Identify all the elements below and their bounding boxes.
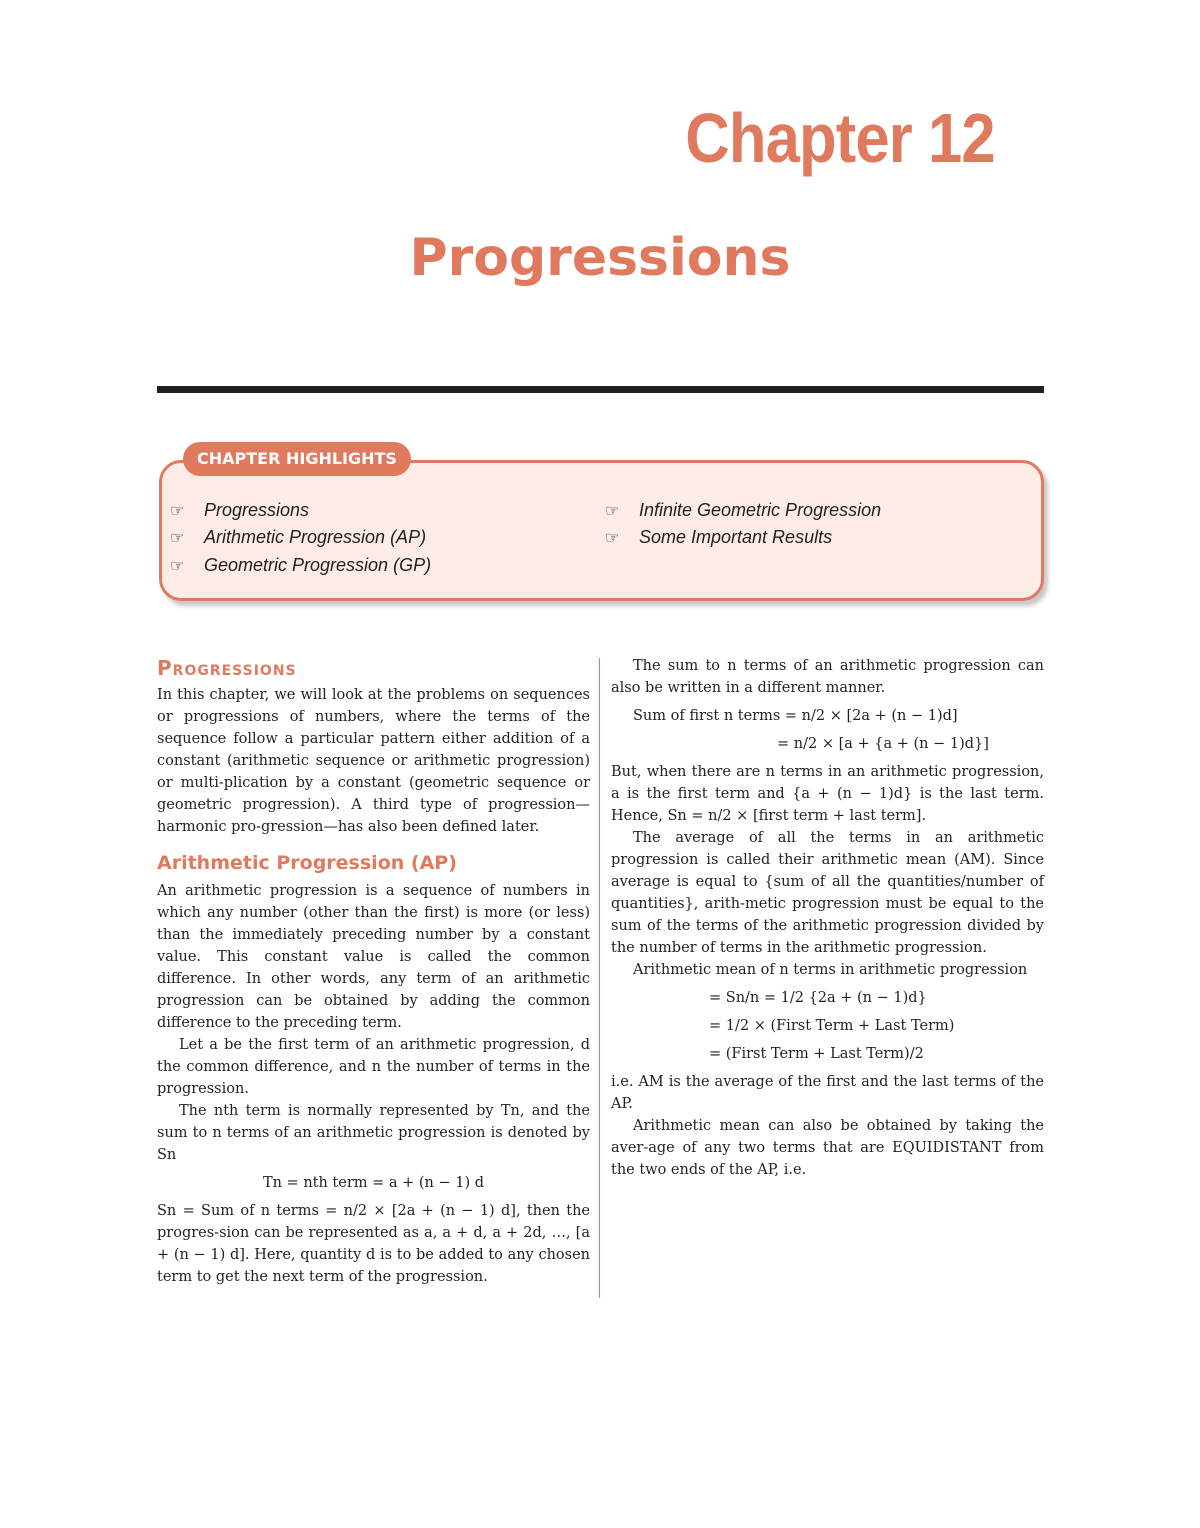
title-rule xyxy=(157,386,1044,393)
chapter-highlights-label: CHAPTER HIGHLIGHTS xyxy=(183,442,411,476)
am-definition-paragraph: The average of all the terms in an arithmetic progression is called their arithmetic mean (AM). Since average is equal to {sum of all the quantities/number of quantities}, arith-metic progression must be equal to the sum of the terms of the arithmetic progression divided by the number of terms in the arithmetic progression. xyxy=(611,830,1044,956)
am-formula-2: = 1/2 × (First Term + Last Term) xyxy=(709,1018,955,1034)
am-formula-3: = (First Term + Last Term)/2 xyxy=(709,1046,924,1062)
highlight-item xyxy=(170,555,431,576)
highlight-item xyxy=(170,500,309,521)
sum-first-n-formula-alt: = n/2 × [a + {a + (n − 1)d}] xyxy=(777,736,989,752)
sum-first-n-formula: Sum of first n terms = n/2 × [2a + (n − 1)d] xyxy=(633,708,958,724)
chapter-title: Progressions xyxy=(409,228,791,288)
right-column xyxy=(611,655,1044,1181)
chapter-number: Chapter 12 xyxy=(685,99,995,177)
pointing-hand-icon: ☞ xyxy=(170,503,185,520)
highlight-text: Geometric Progression (GP) xyxy=(204,555,432,575)
highlight-text: Arithmetic Progression (AP) xyxy=(204,527,427,547)
highlight-text: Some Important Results xyxy=(639,527,833,547)
am-formula-1: = Sn/n = 1/2 {2a + (n − 1)d} xyxy=(709,990,927,1006)
section-heading: Progressions xyxy=(157,656,297,680)
intro-paragraph: In this chapter, we will look at the problems on sequences or progressions of numbers, where the terms of the sequence follow a particular pattern either addition of a constant (arithmetic sequence or arithmetic progression) or multi-plication by a constant (geometric sequence or geometric progression). A third type of progression—harmonic pro-gression—has also been defined later. xyxy=(157,687,590,835)
equidistant-paragraph: Arithmetic mean can also be obtained by taking the aver-age of any two terms that are EQUIDISTANT from the two ends of the AP, i.e. xyxy=(611,1118,1044,1178)
highlight-item xyxy=(605,500,881,521)
column-divider xyxy=(599,658,600,1298)
highlight-text: Infinite Geometric Progression xyxy=(639,500,882,520)
nth-term-paragraph: The nth term is normally represented by Tn, and the sum to n terms of an arithmetic progression is denoted by Sn xyxy=(157,1103,590,1163)
highlight-item xyxy=(170,527,426,548)
highlight-item xyxy=(605,527,832,548)
sum-formula-paragraph: Sn = Sum of n terms = n/2 × [2a + (n − 1) d], then the progres-sion can be represented as a, a + d, a + 2d, …, [a + (n − 1) d]. Here, quantity d is to be added to any chosen term to get the next term of the progression. xyxy=(157,1203,590,1285)
highlight-text: Progressions xyxy=(204,500,310,520)
sum-alt-paragraph: The sum to n terms of an arithmetic progression can also be written in a different manner. xyxy=(611,658,1044,696)
variables-paragraph: Let a be the first term of an arithmetic progression, d the common difference, and n the number of terms in the progression. xyxy=(157,1037,590,1097)
am-label: Arithmetic mean of n terms in arithmetic progression xyxy=(633,962,1028,978)
subsection-heading: Arithmetic Progression (AP) xyxy=(157,852,457,874)
pointing-hand-icon: ☞ xyxy=(605,503,620,520)
last-term-paragraph: But, when there are n terms in an arithmetic progression, a is the first term and {a + (n − 1)d} is the last term. Hence, Sn = n/2 × [first term + last term]. xyxy=(611,764,1044,824)
am-conclusion-paragraph: i.e. AM is the average of the first and the last terms of the AP. xyxy=(611,1074,1044,1112)
pointing-hand-icon: ☞ xyxy=(170,530,185,547)
left-column xyxy=(157,655,590,1288)
pointing-hand-icon: ☞ xyxy=(170,558,185,575)
pointing-hand-icon: ☞ xyxy=(605,530,620,547)
nth-term-formula: Tn = nth term = a + (n − 1) d xyxy=(262,1175,485,1191)
ap-definition-paragraph: An arithmetic progression is a sequence of numbers in which any number (other than the first) is more (or less) than the immediately preceding number by a constant value. This constant value is called the common difference. In other words, any term of an arithmetic progression can be obtained by adding the common difference to the preceding term. xyxy=(157,883,590,1031)
